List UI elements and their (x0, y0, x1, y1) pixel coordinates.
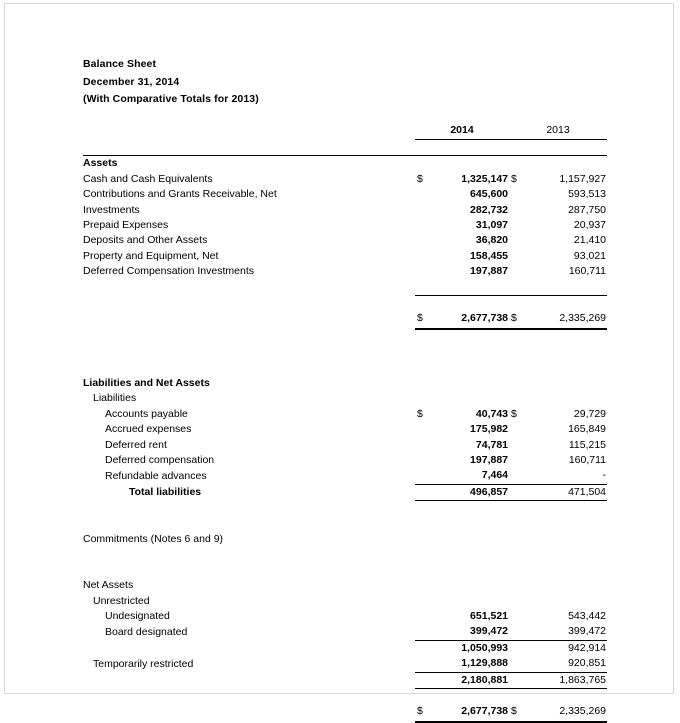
table-row (83, 468, 607, 484)
column-header-row (83, 123, 607, 140)
table-row (83, 453, 607, 468)
total-net-assets-row (83, 672, 607, 688)
row-label: Refundable advances (105, 469, 207, 482)
commitments-row (83, 532, 607, 547)
temporarily-restricted-row (83, 656, 607, 672)
table-row (83, 422, 607, 437)
row-label: Prepaid Expenses (83, 218, 169, 231)
total-liabilities-2013: 471,504 (529, 484, 607, 500)
total-liabilities-2014: 496,857 (431, 484, 509, 500)
row-currency-2014 (415, 468, 431, 484)
row-currency-2014 (415, 187, 431, 202)
spacer (83, 547, 607, 562)
total-liabilities-currency-2013 (509, 484, 529, 500)
row-value-2014: 31,097 (475, 218, 509, 231)
row-label: Property and Equipment, Net (83, 249, 219, 262)
row-value-2013: 165,849 (568, 423, 607, 436)
row-currency-2013 (509, 422, 529, 437)
row-value-2014: 36,820 (475, 234, 509, 247)
row-currency-2014 (415, 203, 431, 218)
row-value-2014: 197,887 (470, 265, 509, 278)
unrestricted-subtotal-2014: 1,050,993 (461, 641, 509, 654)
row-currency-2013 (509, 264, 529, 279)
row-currency-2013 (509, 468, 529, 484)
row-currency-2013: $ (511, 172, 517, 185)
spacer (83, 361, 607, 376)
row-label: Contributions and Grants Receivable, Net (83, 188, 277, 201)
row-currency-2014 (415, 422, 431, 437)
table-row (83, 407, 607, 422)
total-assets-2013: 2,335,269 (529, 311, 607, 329)
liabilities-heading: Liabilities (93, 392, 137, 405)
column-header-2014: 2014 (415, 123, 509, 140)
table-row (83, 249, 607, 264)
assets-heading: Assets (83, 157, 118, 170)
row-currency-2014 (415, 233, 431, 248)
row-label: Accounts payable (105, 407, 188, 420)
spacer (83, 329, 607, 345)
column-header-2013: 2013 (509, 123, 607, 140)
document-header (83, 56, 607, 109)
row-currency-2014 (415, 249, 431, 264)
total-assets-row (83, 311, 607, 329)
unrestricted-subtotal-label (83, 640, 415, 656)
subsection-heading-liabilities (83, 391, 607, 406)
row-currency-2013 (509, 203, 529, 218)
row-value-2013: 399,472 (529, 624, 607, 640)
row-label: Deferred rent (105, 438, 167, 451)
row-value-2013: 93,021 (573, 249, 607, 262)
total-assets-2014: 2,677,738 (431, 311, 509, 329)
row-currency-2013 (509, 249, 529, 264)
row-value-2013: 160,711 (568, 453, 607, 466)
row-currency-2014 (415, 438, 431, 453)
row-value-2013: 20,937 (573, 218, 607, 231)
temporarily-restricted-2013: 920,851 (529, 656, 607, 672)
header-rule (83, 139, 607, 155)
table-row (83, 187, 607, 202)
total-net-assets-label (83, 672, 415, 688)
row-value-2013: - (529, 468, 607, 484)
row-value-2014: 74,781 (475, 438, 509, 451)
section-heading-liabilities-net-assets (83, 376, 607, 391)
total-assets-currency-2013: $ (509, 311, 529, 329)
table-row (83, 218, 607, 233)
subsection-heading-unrestricted (83, 594, 607, 609)
row-value-2014: 645,600 (470, 188, 509, 201)
row-currency-2013 (509, 453, 529, 468)
total-net-assets-2013: 1,863,765 (529, 672, 607, 688)
spacer (83, 688, 607, 704)
row-value-2014: 197,887 (470, 453, 509, 466)
row-value-2014: 282,732 (470, 203, 509, 216)
row-label: Undesignated (105, 609, 170, 622)
grand-total-currency-2014: $ (415, 704, 431, 722)
document-page (4, 3, 674, 718)
table-row (83, 172, 607, 187)
row-value-2013: 1,157,927 (559, 172, 607, 185)
total-assets-label (83, 311, 415, 329)
spacer (83, 501, 607, 517)
row-label: Accrued expenses (105, 423, 192, 436)
header-spacer (83, 123, 415, 140)
table-row (83, 609, 607, 624)
row-value-2013: 543,442 (568, 609, 607, 622)
row-currency-2013 (509, 438, 529, 453)
row-value-2014: 175,982 (470, 423, 509, 436)
row-value-2013: 21,410 (573, 234, 607, 247)
row-value-2014: 399,472 (431, 624, 509, 640)
table-row (83, 264, 607, 279)
row-label: Cash and Cash Equivalents (83, 172, 213, 185)
row-currency-2014 (415, 264, 431, 279)
row-label: Deferred Compensation Investments (83, 265, 254, 278)
grand-total-currency-2013: $ (509, 704, 529, 722)
unrestricted-subtotal-row (83, 640, 607, 656)
row-currency-2014: $ (417, 407, 423, 420)
balance-sheet (83, 56, 607, 723)
balance-sheet-table (83, 123, 607, 723)
spacer (83, 295, 607, 311)
grand-total-label (83, 704, 415, 722)
total-net-assets-2014: 2,180,881 (431, 672, 509, 688)
row-value-2014: 1,325,147 (461, 172, 509, 185)
section-heading-net-assets (83, 578, 607, 593)
row-label: Board designated (105, 625, 188, 638)
row-currency-2014 (415, 218, 431, 233)
row-currency-2014: $ (417, 172, 423, 185)
row-value-2014: 40,743 (475, 407, 509, 420)
row-value-2014: 651,521 (470, 609, 509, 622)
table-row (83, 624, 607, 640)
row-value-2013: 115,215 (568, 438, 607, 451)
table-row (83, 233, 607, 248)
row-currency-2014 (415, 453, 431, 468)
comparative-note: (With Comparative Totals for 2013) (83, 93, 259, 105)
report-date: December 31, 2014 (83, 75, 180, 88)
row-value-2013: 160,711 (568, 265, 607, 278)
temporarily-restricted-2014: 1,129,888 (431, 656, 509, 672)
row-label: Deposits and Other Assets (83, 234, 208, 247)
unrestricted-subtotal-2013: 942,914 (568, 641, 607, 654)
spacer (83, 563, 607, 578)
total-assets-currency-2014: $ (415, 311, 431, 329)
row-currency-2013 (509, 233, 529, 248)
unrestricted-heading: Unrestricted (93, 594, 150, 607)
row-label: Investments (83, 203, 140, 216)
total-liabilities-row (83, 484, 607, 500)
row-currency-2013 (509, 218, 529, 233)
row-currency-2013 (509, 187, 529, 202)
header-rule-line (83, 139, 607, 155)
temporarily-restricted-label: Temporarily restricted (93, 657, 194, 670)
row-currency-2013: $ (511, 407, 517, 420)
page-title: Balance Sheet (83, 58, 157, 70)
row-value-2013: 287,750 (568, 203, 607, 216)
section-heading-assets (83, 156, 607, 172)
row-value-2014: 158,455 (470, 249, 509, 262)
spacer (83, 345, 607, 360)
liabilities-net-assets-heading: Liabilities and Net Assets (83, 376, 210, 389)
net-assets-heading: Net Assets (83, 579, 134, 592)
total-liabilities-currency-2014 (415, 484, 431, 500)
total-liabilities-label: Total liabilities (129, 486, 202, 499)
row-value-2014: 7,464 (431, 468, 509, 484)
table-row (83, 203, 607, 218)
row-value-2013: 29,729 (573, 407, 607, 420)
spacer (83, 517, 607, 532)
grand-total-2014: 2,677,738 (431, 704, 509, 722)
row-label: Deferred compensation (105, 453, 215, 466)
table-row (83, 438, 607, 453)
total-liabilities-and-net-assets-row (83, 704, 607, 722)
grand-total-2013: 2,335,269 (529, 704, 607, 722)
row-value-2013: 593,513 (568, 188, 607, 201)
assets-subtotal-rule (83, 280, 607, 296)
commitments-label: Commitments (Notes 6 and 9) (83, 532, 224, 545)
